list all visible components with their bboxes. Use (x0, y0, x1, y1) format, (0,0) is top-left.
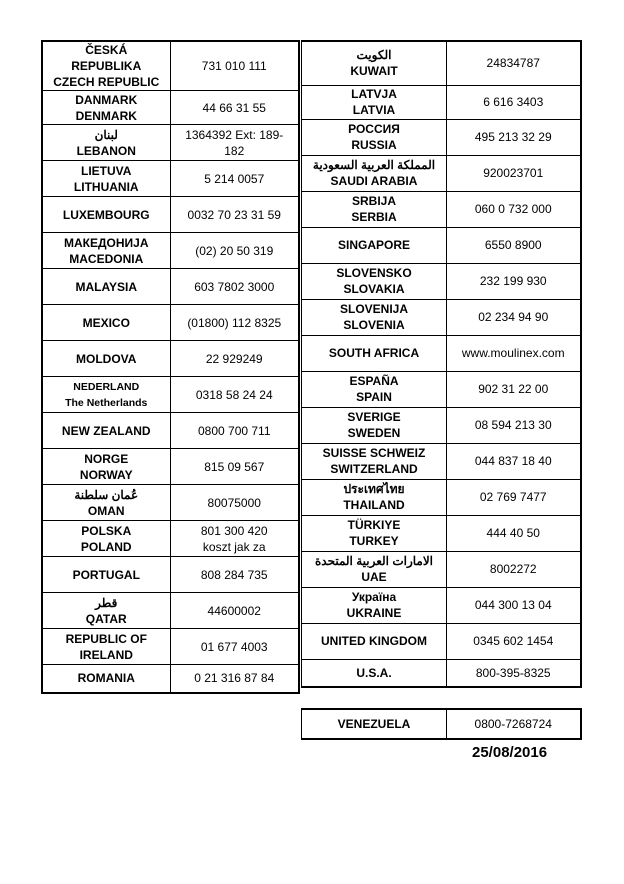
phone-number: 24834787 (486, 56, 540, 71)
contact-table-right (301, 40, 582, 688)
country-cell (302, 371, 447, 407)
phone-number: 495 213 32 29 (474, 130, 552, 144)
country-cell (302, 587, 447, 623)
country-name: SUISSE SCHWEIZ (322, 446, 426, 460)
country-cell (42, 449, 170, 485)
phone-cell (170, 41, 299, 91)
country-cell (42, 125, 170, 161)
phone-number: 731 010 111 (201, 59, 267, 73)
country-name: REPUBLIKA (71, 59, 142, 73)
country-name: SRBIJA (351, 194, 396, 208)
phone-cell (170, 197, 299, 233)
phone-cell (447, 407, 581, 443)
phone-number: 01 677 4003 (200, 639, 268, 654)
contact-table-left (41, 40, 300, 694)
country-cell (302, 191, 447, 227)
phone-number: 920023701 (483, 166, 544, 180)
phone-number: 8002272 (489, 562, 537, 576)
table-row (302, 227, 581, 263)
phone-number: 0345 602 1454 (473, 634, 554, 648)
country-name: SINGAPORE (337, 238, 410, 252)
phone-number: 0318 58 24 24 (195, 387, 273, 402)
phone-cell (447, 119, 581, 155)
country-name: MOLDOVA (76, 351, 137, 366)
country-cell (42, 341, 170, 377)
table-row (302, 407, 581, 443)
country-cell (42, 629, 170, 665)
phone-number: 80075000 (207, 495, 261, 510)
phone-number: 0800 700 711 (197, 423, 271, 438)
table-row (42, 665, 299, 693)
country-cell (42, 593, 170, 629)
country-name: LIETUVA (81, 163, 132, 178)
phone-cell (447, 41, 581, 85)
country-name: NORWAY (79, 467, 133, 482)
phone-cell (170, 341, 299, 377)
table-row (42, 269, 299, 305)
country-cell (302, 119, 447, 155)
table-row (42, 233, 299, 269)
table-row (42, 41, 299, 91)
country-name: ROMANIA (77, 671, 135, 686)
phone-cell (447, 85, 581, 119)
country-name: LITHUANIA (73, 179, 139, 194)
phone-cell (170, 485, 299, 521)
country-cell (302, 515, 447, 551)
phone-cell (170, 305, 299, 341)
phone-cell (447, 155, 581, 191)
country-name: SLOVAKIA (343, 282, 405, 296)
phone-number: www.moulinex.com (461, 346, 565, 360)
table-row (302, 623, 581, 659)
phone-number: 444 40 50 (486, 526, 540, 540)
country-name: UAE (361, 570, 387, 584)
country-name: МАКЕДОНИЈА (63, 235, 149, 250)
table-row (302, 155, 581, 191)
country-name: SLOVENIJA (339, 302, 408, 316)
country-cell (302, 659, 447, 687)
table-row (42, 91, 299, 125)
phone-number: 800-395-8325 (475, 665, 551, 680)
country-name: CZECH REPUBLIC (53, 75, 160, 89)
table-row (302, 371, 581, 407)
phone-number: 232 199 930 (479, 274, 547, 288)
phone-cell (447, 551, 581, 587)
country-name: SERBIA (351, 210, 397, 224)
country-cell (302, 407, 447, 443)
phone-number: 02 769 7477 (479, 490, 547, 504)
document-date: 25/08/2016 (472, 744, 548, 761)
country-name: VENEZUELA (337, 717, 411, 731)
phone-number: (02) 20 50 319 (195, 243, 274, 258)
phone-cell (170, 377, 299, 413)
country-name: KUWAIT (350, 64, 398, 79)
table-row (302, 335, 581, 371)
country-cell (302, 709, 447, 739)
country-cell (302, 623, 447, 659)
phone-cell (170, 91, 299, 125)
country-cell (42, 269, 170, 305)
phone-cell (447, 659, 581, 687)
country-name: RUSSIA (351, 138, 397, 152)
phone-cell (447, 587, 581, 623)
country-name: الامارات العربية المتحدة (314, 554, 434, 568)
country-name: SWEDEN (347, 426, 401, 440)
country-name: OMAN (87, 503, 125, 518)
table-row (42, 629, 299, 665)
country-name: POLAND (80, 539, 132, 554)
country-name: عُمان سلطنة (74, 487, 139, 502)
country-cell (42, 413, 170, 449)
country-name: NEW ZEALAND (61, 423, 151, 438)
table-row (302, 551, 581, 587)
table-row (302, 191, 581, 227)
phone-cell (170, 521, 299, 557)
country-name: THAILAND (343, 498, 405, 512)
table-row (42, 485, 299, 521)
table-row (42, 125, 299, 161)
phone-number: 22 929249 (205, 351, 263, 366)
country-name: SAUDI ARABIA (330, 174, 418, 188)
phone-number: 44600002 (207, 603, 261, 618)
country-name: LUXEMBOURG (62, 207, 150, 222)
table-row (42, 413, 299, 449)
phone-number: 182 (224, 143, 245, 158)
country-name: ประเทศไทย (343, 482, 405, 496)
country-name: ČESKÁ (85, 43, 128, 57)
country-name: DANMARK (75, 92, 138, 107)
table-row (42, 449, 299, 485)
country-cell (302, 443, 447, 479)
phone-cell (170, 449, 299, 485)
phone-number: 044 837 18 40 (474, 454, 552, 468)
table-row (42, 377, 299, 413)
country-cell (302, 299, 447, 335)
table-row (42, 197, 299, 233)
country-name: SLOVENIA (343, 318, 405, 332)
phone-cell (170, 593, 299, 629)
table-row (42, 557, 299, 593)
country-name: DENMARK (75, 108, 137, 123)
phone-cell (447, 479, 581, 515)
country-name: MACEDONIA (69, 251, 144, 266)
table-row (302, 515, 581, 551)
country-name: UKRAINE (346, 606, 402, 620)
country-cell (302, 41, 447, 85)
country-name: قطر (95, 595, 118, 610)
phone-number: 044 300 13 04 (474, 598, 552, 612)
phone-number: 603 7802 3000 (194, 279, 275, 294)
country-name: NORGE (84, 451, 129, 466)
country-cell (302, 479, 447, 515)
table-row (302, 479, 581, 515)
country-cell (42, 485, 170, 521)
phone-cell (170, 125, 299, 161)
table-row (302, 587, 581, 623)
phone-cell (447, 263, 581, 299)
country-cell (42, 197, 170, 233)
phone-number: (01800) 112 8325 (187, 315, 282, 330)
country-cell (302, 263, 447, 299)
country-name: LATVIA (352, 103, 396, 117)
table-row (302, 263, 581, 299)
country-name: المملكة العربية السعودية (312, 158, 436, 172)
country-cell (42, 557, 170, 593)
country-name: TÜRKIYE (347, 518, 401, 532)
country-name: IRELAND (79, 647, 133, 662)
phone-cell (447, 227, 581, 263)
phone-cell (447, 299, 581, 335)
phone-cell (447, 709, 581, 739)
country-cell (42, 521, 170, 557)
country-cell (42, 305, 170, 341)
country-name: Україна (351, 590, 397, 604)
country-cell (302, 227, 447, 263)
country-name: LEBANON (76, 143, 136, 158)
country-name: U.S.A. (356, 665, 392, 680)
country-name: QATAR (85, 611, 127, 626)
phone-cell (170, 665, 299, 693)
country-cell (42, 233, 170, 269)
country-cell (302, 335, 447, 371)
country-name: NEDERLAND (73, 380, 140, 393)
phone-cell (447, 623, 581, 659)
phone-number: 060 0 732 000 (474, 202, 552, 216)
country-name: الكويت (356, 48, 392, 63)
table-row (302, 443, 581, 479)
phone-cell (170, 161, 299, 197)
country-name: SPAIN (356, 390, 392, 404)
table-row (302, 299, 581, 335)
table-row (302, 85, 581, 119)
country-name: REPUBLIC OF (65, 631, 147, 646)
country-cell (42, 91, 170, 125)
country-cell (42, 665, 170, 693)
phone-cell (447, 191, 581, 227)
phone-number: koszt jak za (202, 539, 266, 554)
phone-number: 1364392 Ext: 189- (185, 127, 284, 142)
phone-number: 815 09 567 (204, 459, 265, 474)
country-name: SLOVENSKO (336, 266, 412, 280)
country-name: SOUTH AFRICA (328, 346, 420, 360)
phone-number: 801 300 420 (200, 523, 268, 538)
phone-number: 902 31 22 00 (478, 382, 549, 396)
table-row (302, 659, 581, 687)
country-name: لبنان (94, 127, 118, 142)
phone-cell (447, 515, 581, 551)
phone-number: 0032 70 23 31 59 (187, 207, 281, 222)
table-row (302, 709, 581, 739)
country-cell (302, 85, 447, 119)
phone-cell (170, 557, 299, 593)
table-row (42, 161, 299, 197)
contact-table-extra (301, 708, 582, 740)
phone-cell (170, 629, 299, 665)
country-name: РОССИЯ (348, 122, 400, 136)
table-row (42, 341, 299, 377)
phone-number: 02 234 94 90 (478, 310, 549, 324)
country-cell (42, 161, 170, 197)
country-name: POLSKA (81, 523, 132, 538)
country-cell (302, 551, 447, 587)
country-name: ESPAÑA (349, 374, 399, 388)
phone-number: 5 214 0057 (204, 171, 265, 186)
country-name: MEXICO (82, 315, 130, 330)
country-name: SVERIGE (347, 410, 401, 424)
country-name: PORTUGAL (72, 567, 140, 582)
table-row (302, 41, 581, 85)
country-name: UNITED KINGDOM (321, 634, 427, 648)
country-name: LATVJA (351, 87, 397, 101)
country-name: The Netherlands (65, 396, 148, 409)
phone-cell (447, 371, 581, 407)
phone-number: 0 21 316 87 84 (194, 671, 275, 686)
phone-cell (447, 335, 581, 371)
country-name: TURKEY (349, 534, 399, 548)
country-cell (302, 155, 447, 191)
table-row (42, 305, 299, 341)
phone-number: 808 284 735 (200, 567, 268, 582)
phone-number: 0800-7268724 (474, 717, 552, 731)
country-cell (42, 41, 170, 91)
phone-cell (170, 233, 299, 269)
phone-cell (447, 443, 581, 479)
phone-number: 08 594 213 30 (474, 418, 552, 432)
country-name: MALAYSIA (75, 279, 138, 294)
table-row (302, 119, 581, 155)
phone-number: 6 616 3403 (483, 95, 544, 109)
country-cell (42, 377, 170, 413)
phone-cell (170, 269, 299, 305)
country-name: SWITZERLAND (330, 462, 418, 476)
phone-number: 44 66 31 55 (202, 100, 266, 115)
phone-cell (170, 413, 299, 449)
table-row (42, 593, 299, 629)
table-row (42, 521, 299, 557)
phone-number: 6550 8900 (484, 238, 542, 252)
